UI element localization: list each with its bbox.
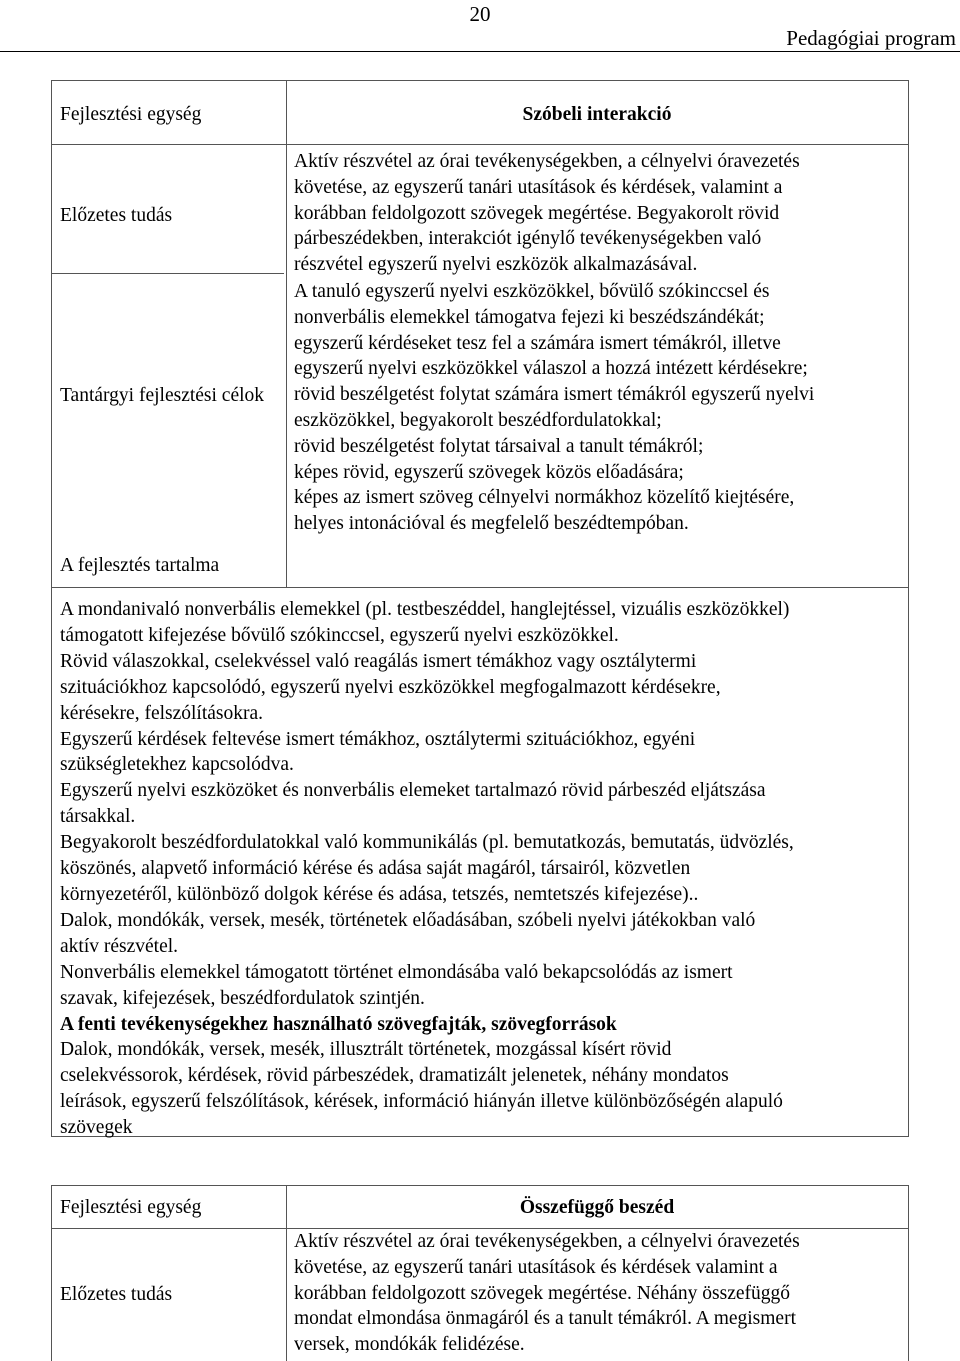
text-line: versek, mondókák felidézése.	[294, 1334, 525, 1356]
text-line: mondat elmondása önmagáról és a tanult témákról. A megismert	[294, 1308, 797, 1330]
text-line: követése, az egyszerű tanári utasítások és kérdések valamint a	[294, 1256, 778, 1278]
text-line: Rövid válaszokkal, cselekvéssel való reagálás ismert témákhoz vagy osztálytermi	[60, 650, 697, 672]
text-line: Nonverbális elemekkel támogatott történet elmondásába való bekapcsolódás az ismert	[60, 961, 733, 983]
text-line: környezetéről, különböző dolgok kérése és adása, tetszés, nemtetszés kifejezése)..	[60, 883, 699, 905]
prior-knowledge-text	[294, 1229, 898, 1358]
page-number: 20	[469, 2, 491, 26]
text-line: szövegek	[60, 1117, 133, 1139]
row-divider	[52, 587, 908, 588]
unit-label: Fejlesztési egység	[60, 1197, 202, 1218]
text-line: cselekvéssorok, kérdések, rövid párbeszédek, dramatizált jelenetek, néhány mondatos	[60, 1065, 729, 1087]
text-line: nonverbális elemekkel támogatva fejezi ki beszédszándékát;	[294, 306, 765, 328]
text-line: társakkal.	[60, 806, 136, 828]
text-line: Begyakorolt beszédfordulatokkal való kommunikálás (pl. bemutatkozás, bemutatás, üdvözlés,	[60, 832, 794, 854]
table-osszefuggo-beszed	[51, 1185, 909, 1361]
header-rule	[0, 51, 960, 52]
text-line: párbeszédekben, interakciót igénylő tevékenységekben való	[294, 228, 762, 250]
text-line: aktív részvétel.	[60, 935, 179, 957]
text-line: rövid beszélgetést folytat társaival a tanult témákról;	[294, 435, 704, 457]
text-line: A mondanivaló nonverbális elemekkel (pl. testbeszéddel, hanglejtéssel, vizuális eszközökkel)	[60, 599, 790, 620]
text-line: szükségletekhez kapcsolódva.	[60, 754, 294, 776]
text-line: Dalok, mondókák, versek, mesék, illusztrált történetek, mozgással kísért rövid	[60, 1039, 672, 1061]
text-line: Egyszerű kérdések feltevése ismert témákhoz, osztálytermi szituációkhoz, egyéni	[60, 728, 696, 750]
prior-knowledge-label: Előzetes tudás	[60, 205, 173, 226]
text-line: köszönés, alapvető információ kérése és adása saját magáról, társairól, közvetlen	[60, 858, 691, 880]
text-line: eszközökkel, begyakorolt beszédfordulatokkal;	[294, 409, 662, 431]
row-divider	[52, 273, 284, 274]
text-line: kérésekre, felszólításokra.	[60, 702, 264, 724]
row-divider	[52, 144, 908, 145]
unit-title: Szóbeli interakció	[522, 104, 672, 125]
text-line: Aktív részvétel az órai tevékenységekben, a célnyelvi óravezetés	[294, 1231, 800, 1252]
text-line: egyszerű nyelvi eszközökkel válaszol a hozzá intézett kérdésekre;	[294, 358, 808, 380]
text-line: helyes intonációval és megfelelő beszédtempóban.	[294, 513, 689, 535]
content-label: A fejlesztés tartalma	[60, 555, 220, 576]
text-line: A tanuló egyszerű nyelvi eszközökkel, bővülő szókinccsel és	[294, 281, 770, 302]
unit-title: Összefüggő beszéd	[519, 1197, 675, 1218]
table-szobeli-interakcio	[51, 80, 909, 1137]
text-line: szituációkhoz kapcsolódó, egyszerű nyelvi eszközökkel megfogalmazott kérdésekre,	[60, 676, 721, 698]
text-line: támogatott kifejezése bővülő szókinccsel, egyszerű nyelvi eszközökkel.	[60, 624, 619, 646]
text-line: rövid beszélgetést folytat számára ismert témákról egyszerű nyelvi	[294, 384, 815, 406]
development-goals-label: Tantárgyi fejlesztési célok	[60, 385, 265, 406]
text-line: követése, az egyszerű tanári utasítások és kérdések, valamint a	[294, 176, 783, 198]
text-line: leírások, egyszerű felszólítások, kérések, információ hiányán illetve különbözőségén alapuló	[60, 1091, 783, 1113]
prior-knowledge-label: Előzetes tudás	[60, 1284, 173, 1305]
left-column	[52, 81, 287, 587]
text-line: képes az ismert szöveg célnyelvi normákhoz közelítő kiejtésére,	[294, 487, 795, 509]
prior-knowledge-text	[294, 149, 898, 278]
content-text	[60, 597, 898, 1141]
development-goals-text	[294, 279, 898, 537]
text-line: részvétel egyszerű nyelvi eszközök alkalmazásával.	[294, 254, 698, 276]
running-title: Pedagógiai program	[786, 26, 956, 50]
text-line: Aktív részvétel az órai tevékenységekben, a célnyelvi óravezetés	[294, 151, 800, 172]
text-line: képes rövid, egyszerű szövegek közös előadására;	[294, 461, 684, 483]
sources-heading: A fenti tevékenységekhez használható szövegfajták, szövegforrások	[60, 1013, 617, 1035]
text-line: korábban feldolgozott szövegek megértése. Begyakorolt rövid	[294, 202, 780, 224]
text-line: Egyszerű nyelvi eszközöket és nonverbális elemeket tartalmazó rövid párbeszéd eljátszása	[60, 780, 766, 802]
text-line: egyszerű kérdéseket tesz fel a számára ismert témákról, illetve	[294, 332, 781, 354]
unit-label: Fejlesztési egység	[60, 104, 202, 125]
text-line: szavak, kifejezések, beszédfordulatok szintjén.	[60, 987, 425, 1009]
text-line: korábban feldolgozott szövegek megértése. Néhány összefüggő	[294, 1282, 790, 1304]
text-line: Dalok, mondókák, versek, mesék, történetek előadásában, szóbeli nyelvi játékokban való	[60, 909, 756, 931]
